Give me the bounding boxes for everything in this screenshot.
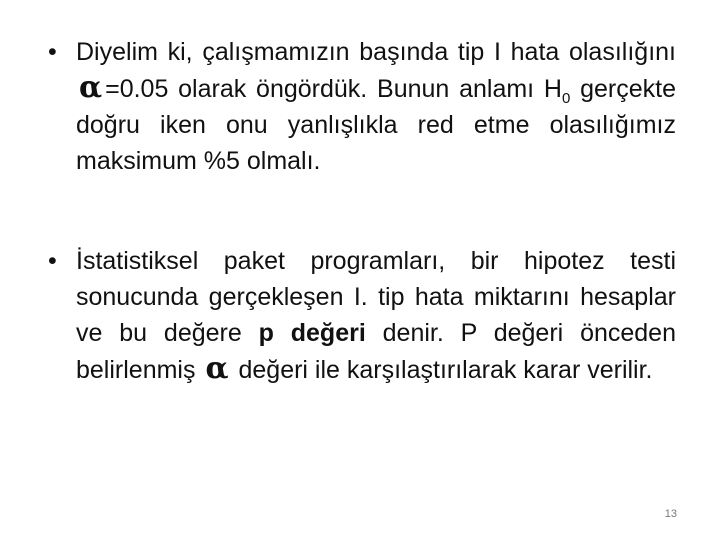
bullet-text: gerçekte doğru iken onu yanlışlıkla red etme olasılığımız maksimum %5 olmalı. — [76, 75, 677, 175]
bullet-list — [48, 34, 676, 388]
bullet-text: Diyelim ki, çalışmamızın başında tip I hata olasılığını — [76, 38, 676, 66]
page-number: 13 — [664, 508, 677, 520]
alpha-value: =0.05 — [105, 75, 169, 103]
bullet-text: olarak öngördük. Bunun anlamı H — [178, 75, 562, 103]
p-value-term: p değeri — [258, 319, 366, 347]
bullet-item-p-value — [48, 243, 676, 388]
bullet-item-type-i-error — [48, 34, 676, 179]
bullet-marker: • — [48, 247, 57, 275]
alpha-symbol: α — [205, 351, 229, 386]
h0-subscript: 0 — [561, 90, 571, 107]
bullet-marker: • — [48, 38, 57, 66]
bullet-text: denir. P değeri önceden belirlenmiş — [76, 319, 676, 384]
bullet-text: İstatistiksel paket programları, bir hipotez testi sonucunda gerçekleşen I. tip hata miktarını hesaplar ve bu değere — [76, 247, 676, 347]
bullet-text: değeri ile karşılaştırılarak karar verilir. — [238, 356, 653, 384]
alpha-symbol: α — [79, 70, 103, 105]
